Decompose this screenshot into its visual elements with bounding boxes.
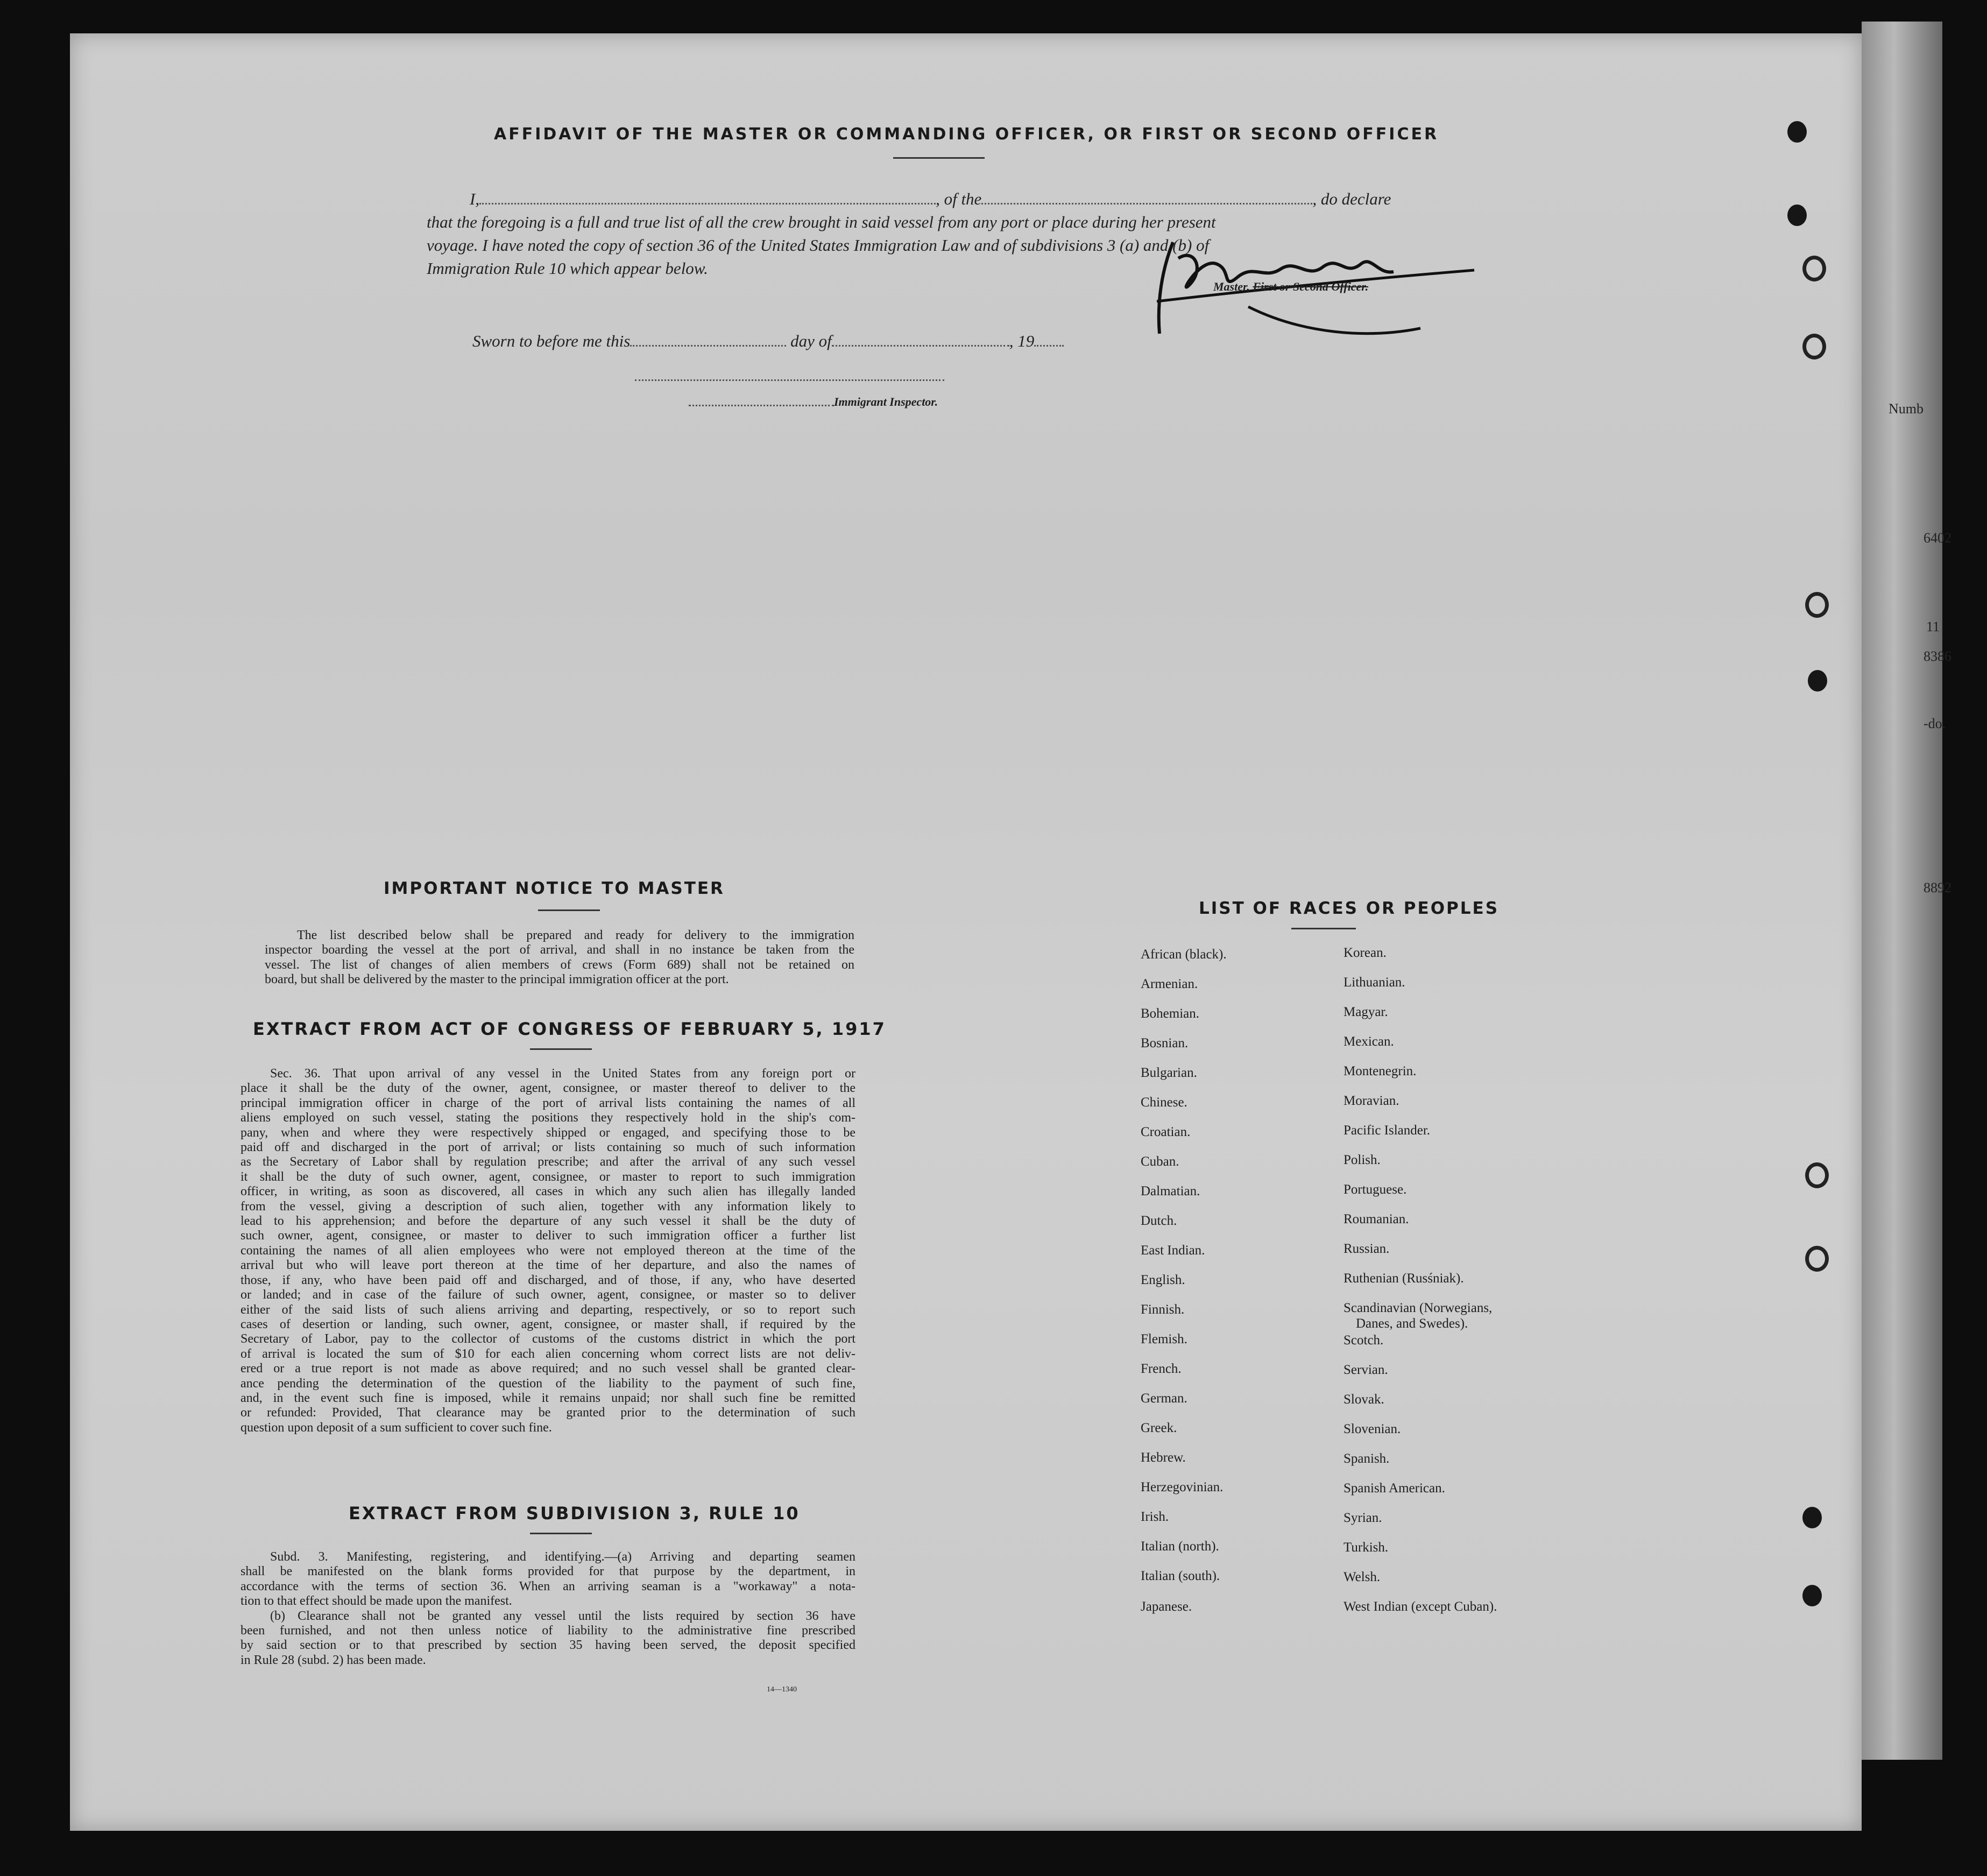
affidavit-line-3: voyage. I have noted the copy of section 36 of the United States Immigration Law and of subdivisions 3 (a) and (b) of [427, 236, 1210, 255]
act-text [241, 1067, 855, 1435]
race-item: Spanish. [1343, 1451, 1390, 1466]
text: Sworn to before me this [472, 332, 631, 350]
race-item: East Indian. [1141, 1243, 1205, 1258]
text-line: it shall be the duty of such owner, agent, consignee, or master to report to such immigration [241, 1169, 855, 1184]
inspector-signature-blank [635, 379, 944, 381]
race-item: Ruthenian (Rusśniak). [1343, 1271, 1464, 1286]
name-blank [479, 203, 936, 204]
divider [538, 909, 600, 911]
race-item: Italian (south). [1141, 1569, 1220, 1583]
race-item: Portuguese. [1343, 1182, 1407, 1197]
affidavit-line-1 [470, 189, 1391, 209]
binder-hole [1802, 256, 1826, 281]
text-line: by said section or to that prescribed by section 35 having been served, the deposit specified [241, 1638, 855, 1653]
race-item: West Indian (except Cuban). [1343, 1599, 1497, 1614]
date-blank [630, 345, 786, 347]
race-item: Servian. [1343, 1363, 1388, 1377]
text-line: and, in the event such fine is imposed, while it remains unpaid; nor shall such fine be remitted [241, 1391, 855, 1405]
race-item: English. [1141, 1273, 1185, 1287]
year-blank [1034, 345, 1064, 347]
race-item: Greek. [1141, 1421, 1177, 1435]
race-item: Finnish. [1141, 1302, 1185, 1317]
margin-fragment: 11 [1926, 619, 1940, 634]
text-line: Subd. 3. Manifesting, registering, and identifying.—(a) Arriving and departing seamen [270, 1550, 855, 1564]
race-item: Magyar. [1343, 1005, 1388, 1019]
sworn-line [472, 332, 1064, 351]
text-line: accordance with the terms of section 36. When an arriving seaman is a "workaway" a nota- [241, 1579, 855, 1593]
text-line: ered or a true report is not made as above required; and no such vessel shall be granted clear- [241, 1362, 855, 1376]
race-item: Chinese. [1141, 1095, 1187, 1110]
races-title: LIST OF RACES OR PEOPLES [1199, 899, 1500, 918]
race-item: Bosnian. [1141, 1036, 1189, 1050]
divider [530, 1533, 592, 1534]
race-item: Roumanian. [1343, 1212, 1409, 1226]
inspector-label: Immigrant Inspector. [834, 395, 938, 408]
margin-fragment: 6402 [1924, 530, 1951, 546]
binder-hole [1802, 1507, 1822, 1528]
text: Master, [1213, 280, 1250, 293]
race-item: Japanese. [1141, 1599, 1192, 1614]
race-item: Welsh. [1343, 1570, 1381, 1584]
text: , do declare [1312, 189, 1391, 208]
text-line: paid off and discharged in the port of arrival; or lists containing so much of such information [241, 1140, 855, 1155]
margin-fragment: 8892 [1924, 880, 1951, 895]
binder-hole [1808, 670, 1827, 692]
race-item: Pacific Islander. [1343, 1123, 1431, 1138]
divider [530, 1048, 592, 1050]
race-item: Moravian. [1343, 1094, 1399, 1108]
race-item: Mexican. [1343, 1034, 1394, 1049]
text-line: from the vessel, giving a description of such alien, together with any information likely to [241, 1199, 855, 1214]
text-line: such owner, agent, consignee, or master to deliver to such immigration officer a further list [241, 1229, 855, 1243]
race-item: German. [1141, 1391, 1187, 1406]
text-line: vessel. The list of changes of alien members of crews (Form 689) shall not be retained on [265, 957, 854, 972]
text-line: tion to that effect should be made upon the manifest. [241, 1594, 512, 1609]
race-item: Spanish American. [1343, 1481, 1445, 1496]
binder-hole [1805, 1246, 1829, 1272]
text-line: officer, in writing, as soon as discovered, all cases in which any such alien has illegally landed [241, 1184, 855, 1199]
text-line: cases of desertion or landing, such owner, agent, consignee, or master shall, if required by the [241, 1317, 855, 1331]
race-item: Italian (north). [1141, 1539, 1219, 1554]
race-item: French. [1141, 1362, 1182, 1376]
affidavit-title: AFFIDAVIT OF THE MASTER OR COMMANDING OFFICER, OR FIRST OR SECOND OFFICER [494, 125, 1439, 144]
race-item: Syrian. [1343, 1511, 1382, 1525]
binder-hole [1787, 204, 1807, 226]
race-item: Armenian. [1141, 977, 1198, 991]
margin-fragment: Numb [1889, 401, 1924, 417]
notice-title: IMPORTANT NOTICE TO MASTER [384, 879, 725, 898]
text-line: containing the names of all alien employees who were not employed thereon at the time of the [241, 1243, 855, 1258]
race-item: Irish. [1141, 1510, 1169, 1524]
binder-hole [1802, 1585, 1822, 1606]
text-line: The list described below shall be prepared and ready for delivery to the immigration [297, 928, 854, 942]
month-blank [832, 345, 1009, 347]
race-item: Herzegovinian. [1141, 1480, 1224, 1494]
text-line: board, but shall be delivered by the master to the principal immigration officer at the port. [265, 972, 729, 987]
text-line: place it shall be the duty of the owner, agent, consignee, or master thereof to deliver to the [241, 1081, 855, 1096]
text-line: aliens employed on such vessel, stating the positions they respectively hold in the ship's com- [241, 1111, 855, 1125]
race-item: Slovenian. [1343, 1422, 1401, 1436]
text-line: (b) Clearance shall not be granted any vessel until the lists required by section 36 have [270, 1609, 855, 1623]
text: , 19 [1009, 332, 1035, 350]
text: day of [790, 332, 832, 350]
divider [893, 157, 985, 159]
race-item: Turkish. [1343, 1540, 1389, 1555]
affidavit-line-4: Immigration Rule 10 which appear below. [427, 259, 708, 278]
race-item: Hebrew. [1141, 1450, 1186, 1465]
race-item: African (black). [1141, 947, 1227, 962]
signature-role [1213, 280, 1368, 294]
race-item: Flemish. [1141, 1332, 1187, 1346]
race-item: Polish. [1343, 1153, 1381, 1167]
race-item: Scandinavian (Norwegians, [1343, 1301, 1493, 1315]
text-line: question upon deposit of a sum sufficient to cover such fine. [241, 1420, 552, 1435]
text-line: lead to his apprehension; and before the departure of any such vessel it shall be the duty of [241, 1214, 855, 1229]
race-item: Russian. [1343, 1242, 1390, 1256]
race-item: Dalmatian. [1141, 1184, 1200, 1198]
race-item: Slovak. [1343, 1392, 1384, 1407]
race-item: Bohemian. [1141, 1006, 1200, 1021]
race-item: Scotch. [1343, 1333, 1384, 1348]
text-line: Secretary of Labor, pay to the collector of customs of the customs district in which the port [241, 1332, 855, 1346]
binder-hole [1805, 1162, 1829, 1188]
race-item: Montenegrin. [1343, 1064, 1417, 1078]
race-item: Korean. [1343, 946, 1387, 960]
text-line: arrival but who will leave port thereon at the time of her departure, and also the names of [241, 1258, 855, 1273]
rule-title: EXTRACT FROM SUBDIVISION 3, RULE 10 [349, 1503, 800, 1524]
inspector-blank [689, 405, 834, 406]
race-item: Bulgarian. [1141, 1066, 1197, 1080]
binder-hole [1805, 592, 1829, 618]
text-line: or landed; and in case of the failure of such owner, agent, consignee, or master so to deliver [241, 1288, 855, 1302]
act-title: EXTRACT FROM ACT OF CONGRESS OF FEBRUARY 5, 1917 [253, 1019, 886, 1039]
text-line: in Rule 28 (subd. 2) has been made. [241, 1653, 426, 1667]
text-line: pany, when and where they were respectively shipped or engaged, and specifying those to be [241, 1125, 855, 1140]
margin-fragment: 8386 [1924, 648, 1951, 664]
text-line: those, if any, who have been paid off and discharged, and of those, if any, who have deserted [241, 1273, 855, 1287]
rule-text [241, 1550, 855, 1668]
race-item: Croatian. [1141, 1125, 1191, 1139]
notice-text [265, 928, 854, 988]
adjacent-page-edge [1862, 22, 1951, 1760]
text-line: as the Secretary of Labor shall by regulation prescribe; and after the arrival of any such vessel [241, 1155, 855, 1169]
race-item: Cuban. [1141, 1154, 1179, 1169]
text-line: inspector boarding the vessel at the port of arrival, and shall in no instance be taken from the [265, 943, 854, 957]
race-item: Lithuanian. [1343, 975, 1405, 990]
margin-fragment: -do. [1924, 716, 1946, 731]
text-line: Sec. 36. That upon arrival of any vessel in the United States from any foreign port or [270, 1067, 855, 1081]
race-item-continued: Danes, and Swedes). [1356, 1316, 1468, 1331]
binder-hole [1802, 334, 1826, 359]
text: I, [470, 189, 480, 208]
text-line: shall be manifested on the blank forms provided for that purpose by the department, in [241, 1564, 855, 1579]
text: , of the [936, 189, 982, 208]
text-line: been furnished, and not then unless notice of liability to the administrative fine prescribed [241, 1624, 855, 1638]
text-line: of arrival is located the sum of $10 for each alien concerning whom correct lists are not deliv- [241, 1346, 855, 1361]
divider [1291, 928, 1356, 929]
vessel-blank [981, 203, 1312, 204]
affidavit-line-2: that the foregoing is a full and true list of all the crew brought in said vessel from any port or place during her present [427, 213, 1216, 231]
text-line: either of the said lists of such aliens arriving and departing, respectively, or so to report such [241, 1302, 855, 1317]
race-item: Dutch. [1141, 1214, 1177, 1228]
form-number: 14—1340 [767, 1685, 797, 1694]
text-line: or refunded: Provided, That clearance may be granted prior to the determination of such [241, 1406, 855, 1420]
binder-hole [1787, 121, 1807, 143]
text-line: ance pending the determination of the question of the liability to the payment of such fine, [241, 1376, 855, 1391]
text-line: principal immigration officer in charge of the port of arrival lists containing the names of all [241, 1096, 855, 1110]
struck-text: First or Second Officer. [1253, 280, 1369, 293]
